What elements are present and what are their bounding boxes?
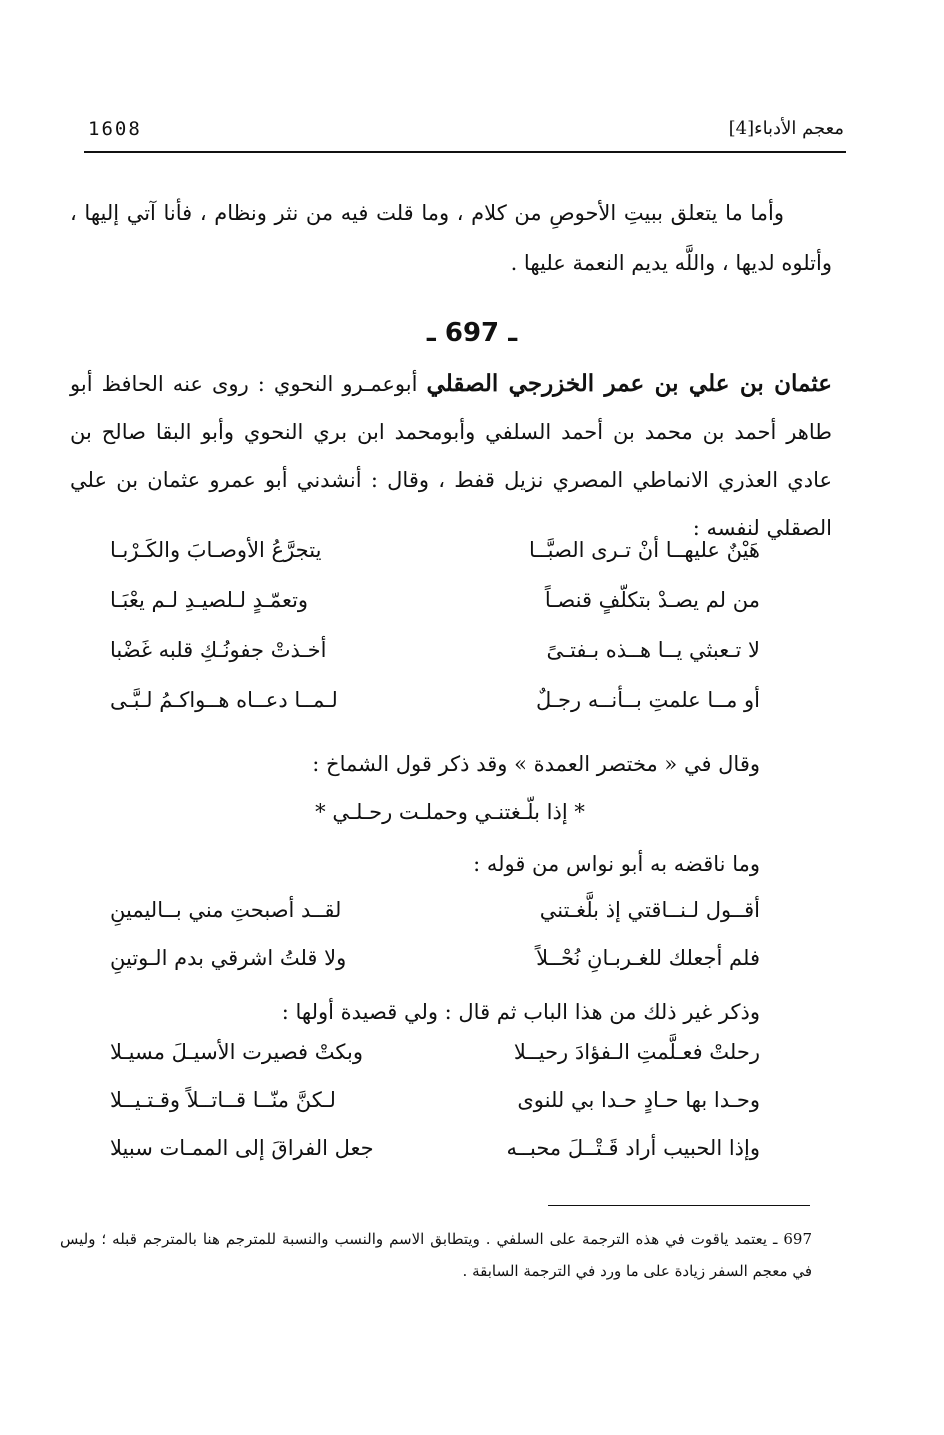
entry-name: عثمان بن علي بن عمر الخزرجي الصقلي: [426, 370, 832, 397]
verse-line: [110, 898, 760, 944]
verse-first-hemistich: أقــول لـنــاقتي إذ بلَّغـتني: [539, 898, 760, 922]
verse-second-hemistich: وتعمّـدٍ لـلصيـدِ لـم يعْبَـا: [110, 588, 309, 612]
page-number: 1608: [88, 118, 142, 140]
page-header: [84, 116, 844, 152]
verse-first-hemistich: وحـدا بها حـادٍ حـدا بي للنوى: [517, 1088, 760, 1112]
verse-second-hemistich: ولا قلتُ اشرقي بدم الـوتينِ: [110, 946, 347, 970]
verse-first-hemistich: أو مــا علمتِ بــأنــه رجـلٌ: [535, 688, 760, 712]
verse-first-hemistich: رحلتْ فعـلَّمتِ الـفؤادَ رحيــلا: [513, 1040, 760, 1064]
verse-second-hemistich: لقــد أصبحتِ مني بــاليمينِ: [110, 898, 342, 922]
section-number: ـ 697 ـ: [426, 318, 518, 348]
footnote: 697 ـ يعتمد ياقوت في هذه الترجمة على السلفي . ويتطابق الاسم والنسب والنسبة للمترجم هنا بالمترجم قبله ؛ وليس في معجم السفر زيادة على ما ورد في الترجمة السابقة .: [60, 1230, 812, 1280]
verse-line: [110, 688, 760, 734]
verse-line: [110, 1088, 760, 1134]
entry-text: أبوعمـرو النحوي : روى عنه الحافظ أبو طاهر أحمد بن محمد بن أحمد السلفي وأبومحمد ابن بري النحوي وأبو البقا صالح بن عادي العذري الانماطي المصري نزيل قفط ، وقال : أنشدني أبو عمرو عثمان بن علي الصقلي لنفسه :: [70, 372, 832, 540]
verse-first-hemistich: فلم أجعلك للغـربـانِ نُحْــلاً: [536, 946, 760, 970]
verse-line: [110, 538, 760, 584]
umda-line: وقال في « مختصر العمدة » وقد ذكر قول الشماخ :: [312, 752, 760, 776]
running-title: معجم الأدباء[4]: [728, 118, 844, 139]
verse-second-hemistich: وبكتْ فصيرت الأسيـلَ مسيـلا: [110, 1040, 363, 1064]
verse-second-hemistich: يتجرَّعُ الأوصـابَ والكَـرْبـا: [110, 538, 322, 562]
verse-line: [110, 638, 760, 684]
verse-first-hemistich: من لم يصـدْ بتكلّفٍ قنصـاً: [544, 588, 760, 612]
header-rule: [84, 151, 846, 153]
verse-second-hemistich: جعل الفراقَ إلى الممـات سبيلا: [110, 1136, 374, 1160]
biography-entry: [70, 360, 832, 552]
verse-line: [110, 946, 760, 992]
footnote-rule: [548, 1205, 810, 1206]
abunuwas-line: وما ناقضه به أبو نواس من قوله :: [473, 852, 760, 876]
verse-first-hemistich: هَيْنٌ عليهــا أنْ تـرى الصبَّــا: [528, 538, 760, 562]
shammakh-quote: * إذا بلّـغتنـي وحملـت رحـلـي *: [315, 800, 585, 824]
verse-line: [110, 588, 760, 634]
qasida-line: وذكر غير ذلك من هذا الباب ثم قال : ولي قصيدة أولها :: [281, 1000, 760, 1024]
verse-first-hemistich: وإذا الحبيب أراد قَـتْــلَ محبــه: [506, 1136, 760, 1160]
verse-line: [110, 1040, 760, 1086]
verse-first-hemistich: لا تـعبثي يــا هــذه بـفتـىً: [546, 638, 760, 662]
verse-second-hemistich: لـكنَّ منّــا قــاتــلاً وقـتـيــلا: [110, 1088, 336, 1112]
verse-second-hemistich: أخـذتْ جفونُـكِ قلبه غَضْبا: [110, 638, 327, 662]
verse-line: [110, 1136, 760, 1182]
verse-second-hemistich: لـمــا دعــاه هــواكـمُ لـبَّـى: [110, 688, 338, 712]
intro-paragraph: وأما ما يتعلق ببيتِ الأحوصِ من كلام ، وما قلت فيه من نثر ونظام ، فأنا آتي إليها ، وأتلوه لديها ، واللَّه يديم النعمة عليها .: [70, 201, 832, 275]
